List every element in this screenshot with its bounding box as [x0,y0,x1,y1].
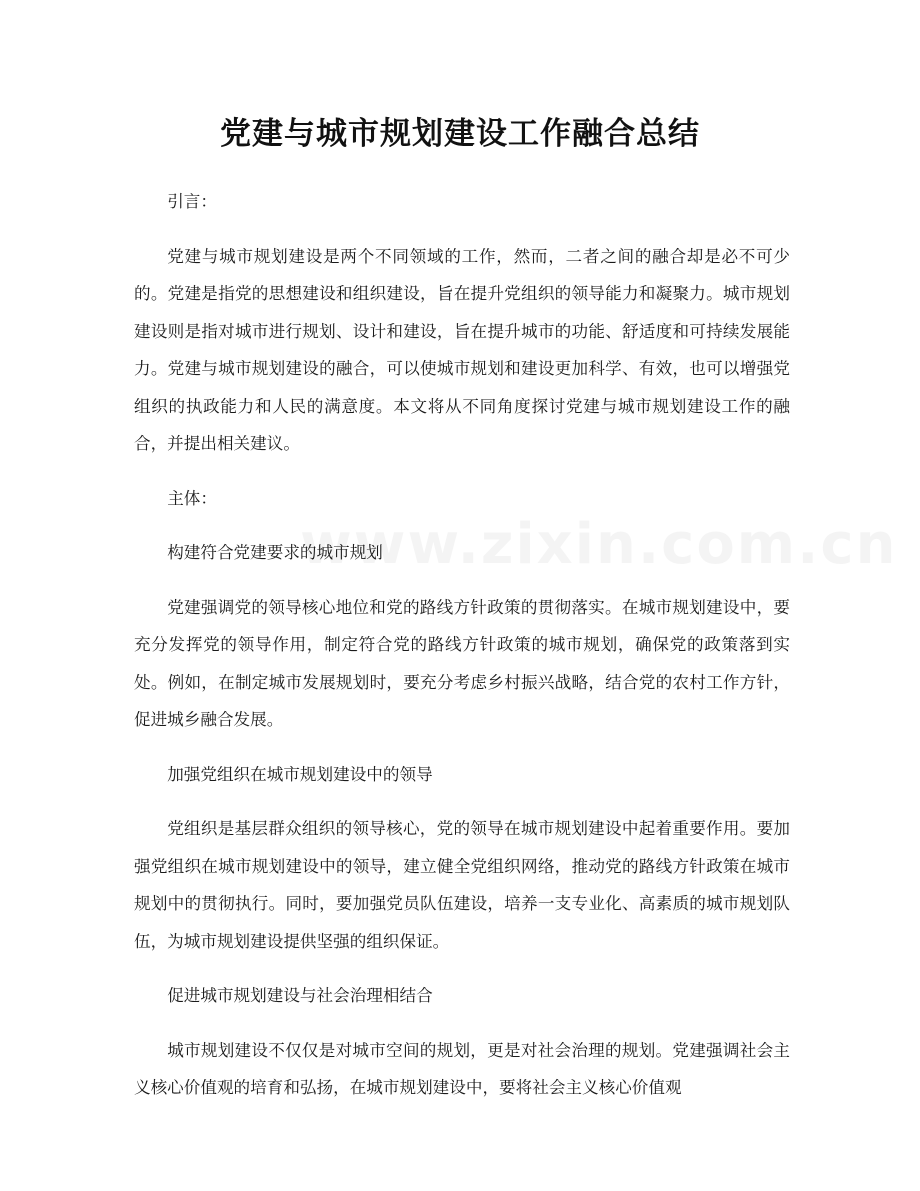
document-body [134,183,790,1107]
main-heading: 主体： [167,488,217,508]
section-paragraph-2: 党组织是基层群众组织的领导核心，党的领导在城市规划建设中起着重要作用。要加强党组织在城市规划建设中的领导，建立健全党组织网络，推动党的路线方针政策在城市规划中的贯彻执行。同时，要加强党员队伍建设，培养一支专业化、高素质的城市规划队伍，为城市规划建设提供坚强的组织保证。 [134,819,790,951]
section-paragraph-3: 城市规划建设不仅仅是对城市空间的规划，更是对社会治理的规划。党建强调社会主义核心价值观的培育和弘扬，在城市规划建设中，要将社会主义核心价值观 [134,1040,790,1097]
section-heading-1: 构建符合党建要求的城市规划 [167,543,383,562]
section-heading-2: 加强党组织在城市规划建设中的领导 [167,764,433,784]
section-paragraph-1: 党建强调党的领导核心地位和党的路线方针政策的贯彻落实。在城市规划建设中，要充分发挥党的领导作用，制定符合党的路线方针政策的城市规划，确保党的政策落到实处。例如，在制定城市发展规划时，要充分考虑乡村振兴战略，结合党的农村工作方针，促进城乡融合发展。 [134,597,790,729]
section-heading-3: 促进城市规划建设与社会治理相结合 [167,986,433,1005]
intro-heading: 引言： [167,192,217,211]
document-title: 党建与城市规划建设工作融合总结 [220,116,700,152]
intro-paragraph: 党建与城市规划建设是两个不同领域的工作，然而，二者之间的融合却是必不可少的。党建是指党的思想建设和组织建设，旨在提升党组织的领导能力和凝聚力。城市规划建设则是指对城市进行规划、设计和建设，旨在提升城市的功能、舒适度和可持续发展能力。党建与城市规划建设的融合，可以使城市规划和建设更加科学、有效，也可以增强党组织的执政能力和人民的满意度。本文将从不同角度探讨党建与城市规划建设工作的融合，并提出相关建议。 [134,246,790,453]
